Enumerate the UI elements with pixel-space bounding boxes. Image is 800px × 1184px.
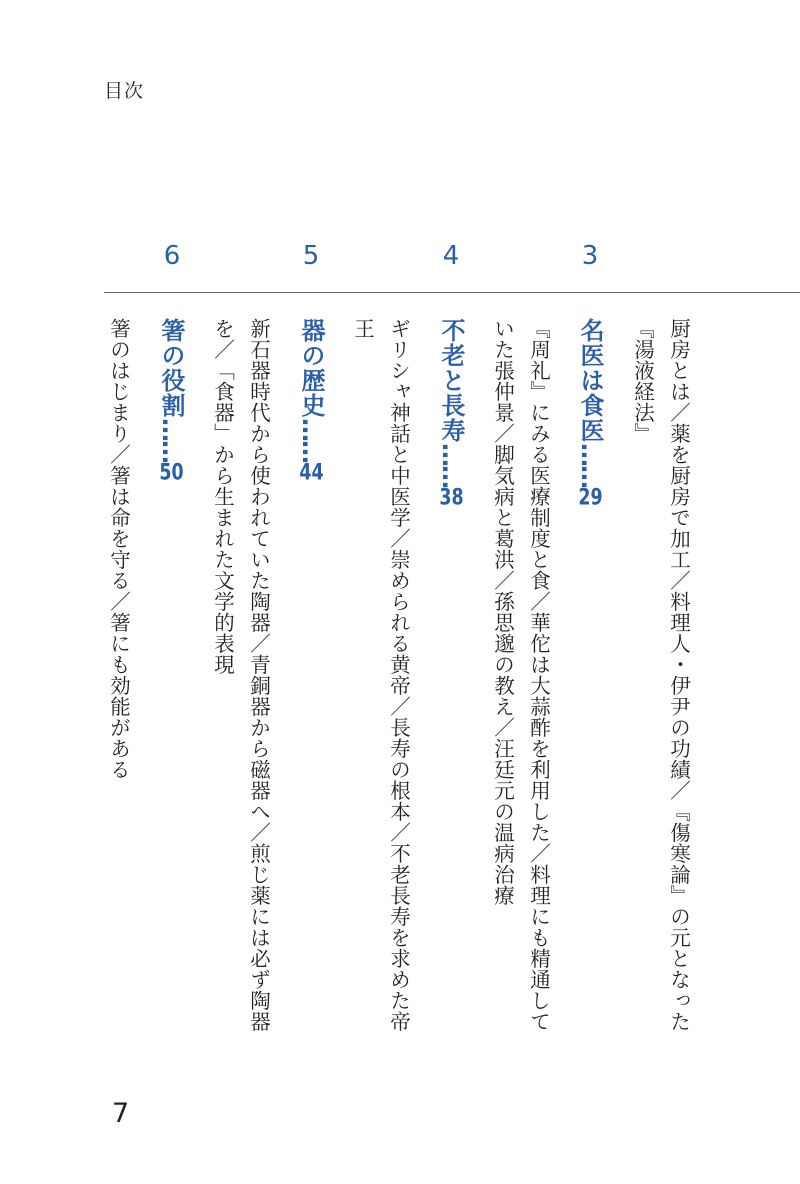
chapter-page-4: 38 bbox=[439, 487, 464, 509]
chapter-page-3: 29 bbox=[578, 487, 603, 509]
chapter-number-6: 6 bbox=[163, 241, 181, 271]
chapter-3-line-2: いた張仲景／脚気病と葛洪／孫思邈の教え／汪廷元の温病治療 bbox=[490, 318, 515, 906]
chapter-number-4: 4 bbox=[442, 241, 460, 271]
chapter-title-6[interactable] bbox=[159, 318, 183, 484]
toc-header: 目次 bbox=[104, 80, 145, 102]
chapter-number-5: 5 bbox=[302, 241, 320, 271]
chapter-title-3-text: 名医は食医 bbox=[576, 318, 604, 443]
chapter-title-5-text: 器の歴史 bbox=[297, 318, 325, 418]
chapter-title-3[interactable] bbox=[578, 318, 602, 509]
leader-dots: …… bbox=[437, 443, 465, 487]
header-divider bbox=[104, 292, 800, 293]
chapter-title-6-text: 箸の役割 bbox=[157, 318, 185, 418]
leader-dots: …… bbox=[157, 418, 185, 462]
continued-line-2: 『湯液経法』 bbox=[630, 318, 655, 444]
chapter-title-5[interactable] bbox=[299, 318, 323, 484]
chapter-page-6: 50 bbox=[159, 462, 184, 484]
chapter-3-line-1: 『周礼』にみる医療制度と食／華佗は大蒜酢を利用した／料理にも精通して bbox=[526, 318, 551, 1032]
chapter-6-line-1: 箸のはじまり／箸は命を守る／箸にも効能がある bbox=[106, 318, 131, 780]
chapter-title-4[interactable] bbox=[439, 318, 463, 509]
leader-dots: …… bbox=[297, 418, 325, 462]
chapter-number-3: 3 bbox=[581, 241, 599, 271]
chapter-page-5: 44 bbox=[299, 462, 324, 484]
chapter-4-line-1: ギリシャ神話と中医学／崇められる黄帝／長寿の根本／不老長寿を求めた帝 bbox=[386, 318, 411, 1032]
chapter-title-4-text: 不老と長寿 bbox=[437, 318, 465, 443]
chapter-5-line-1: 新石器時代から使われていた陶器／青銅器から磁器へ／煎じ薬には必ず陶器 bbox=[246, 318, 271, 1032]
page-number: 7 bbox=[112, 1098, 130, 1129]
chapter-5-line-2: を／「食器」から生まれた文学的表現 bbox=[210, 318, 235, 675]
leader-dots: …… bbox=[576, 443, 604, 487]
continued-line-1: 厨房とは／薬を厨房で加工／料理人・伊尹の功績／『傷寒論』の元となった bbox=[666, 318, 691, 1032]
chapter-4-line-2: 王 bbox=[350, 318, 375, 339]
